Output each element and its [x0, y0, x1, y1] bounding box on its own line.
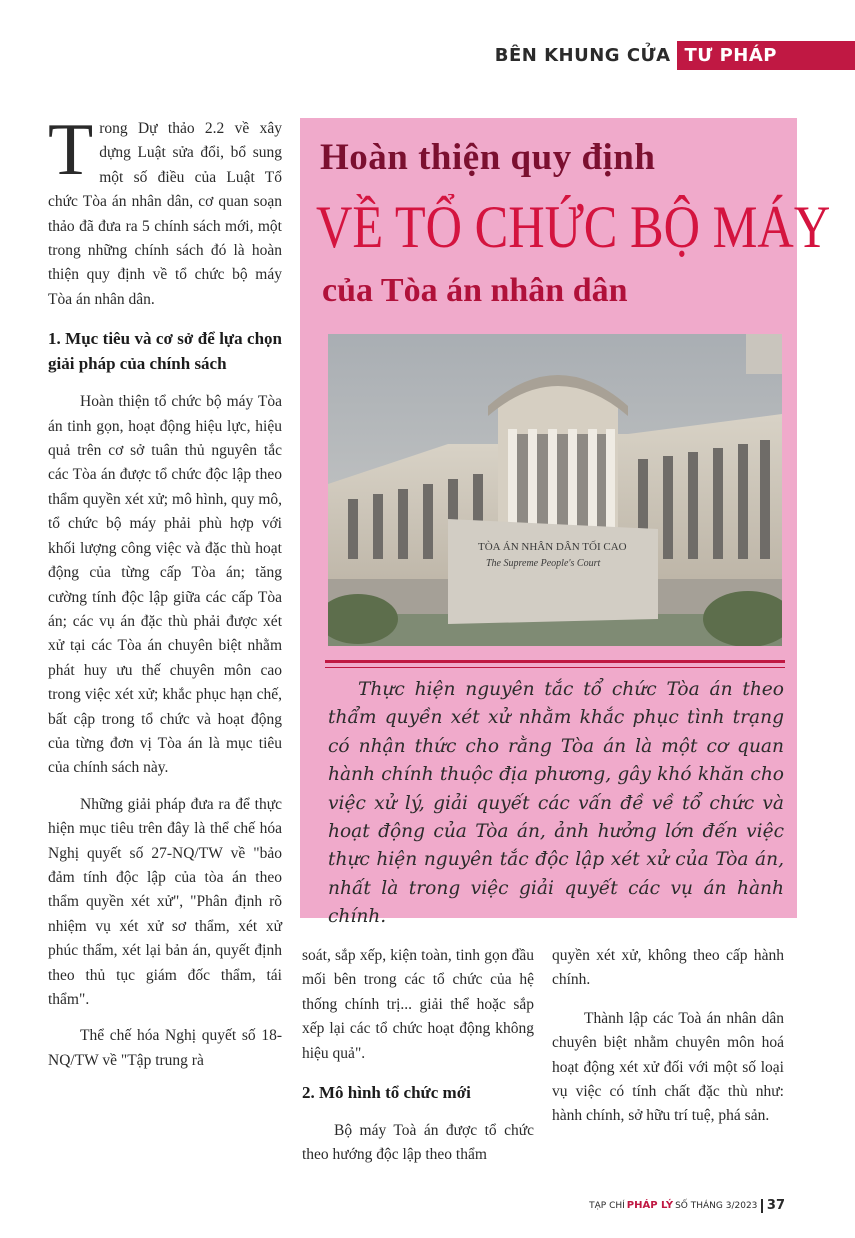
body-paragraph: Thể chế hóa Nghị quyết số 18-NQ/TW về "Tập trung rà: [48, 1027, 282, 1069]
footer-issue: SỐ THÁNG 3/2023: [675, 1200, 758, 1211]
body-paragraph: Hoàn thiện tổ chức bộ máy Tòa án tinh gọn, hoạt động hiệu lực, hiệu quả trên cơ sở tuân thủ nguyên tắc các Tòa án được tổ chức độc lập theo thẩm quyền xét xử; mô hình, quy mô, tổ chức bộ máy phải phù hợp với khối lượng công việc và đặc thù hoạt động của từng cấp Tòa án; tăng cường tính độc lập giữa các cấp Tòa án; các vụ án đặc thù phải được xét xử tại các Tòa án chuyên biệt nhằm phát huy ưu thế chuyên môn cao trong việc xét xử; khắc phục hạn chế, bất cập trong tổ chức và hoạt động của từng đơn vị Tòa án là mục tiêu của chính sách này.: [48, 393, 282, 777]
divider-rule: [325, 667, 785, 668]
sign-text-english: The Supreme People's Court: [486, 558, 601, 569]
footer-prefix: TẠP CHÍ: [589, 1200, 625, 1211]
divider-rule: [325, 660, 785, 663]
page-number: 37: [766, 1198, 785, 1213]
body-paragraph: quyền xét xử, không theo cấp hành chính.: [552, 947, 784, 989]
drop-cap: T: [48, 109, 94, 191]
intro-text: rong Dự thảo 2.2 về xây dựng Luật sửa đổi, bổ sung một số điều của Luật Tổ chức Tòa án nhân dân, cơ quan soạn thảo đã đưa ra 5 chính sách mới, một trong những chính sách đó là hoàn thiện quy định về tổ chức bộ máy Tòa án nhân dân.: [48, 120, 282, 308]
section-header-part2: TƯ PHÁP: [677, 41, 855, 70]
heading-section-2: 2. Mô hình tổ chức mới: [302, 1083, 471, 1103]
column-3: [552, 944, 784, 1129]
column-2: [302, 944, 534, 1168]
heading-section-1: 1. Mục tiêu và cơ sở để lựa chọn giải pháp của chính sách: [48, 329, 282, 374]
title-line-3: của Tòa án nhân dân: [322, 272, 628, 309]
footer-magazine: PHÁP LÝ: [626, 1200, 674, 1211]
body-paragraph: Những giải pháp đưa ra để thực hiện mục tiêu trên đây là thể chế hóa Nghị quyết số 27-NQ/TW về "bảo đảm tính độc lập của tòa án theo thẩm quyền xét xử", "Phân định rõ nhiệm vụ xét xử sơ thẩm, xét xử phúc thẩm, xét lại bản án, quyết định theo thủ tục giám đốc thẩm, tái thẩm".: [48, 795, 282, 1008]
body-paragraph: soát, sắp xếp, kiện toàn, tinh gọn đầu mối bên trong các tổ chức của hệ thống chính trị... giải thể hoặc sắp xếp lại các tổ chức hoạt động không hiệu quả".: [302, 947, 534, 1062]
footer-divider: [761, 1199, 763, 1213]
section-header: [495, 40, 855, 70]
page-footer: [589, 1198, 785, 1213]
court-building-photo: [328, 334, 782, 646]
title-line-2: VỀ TỔ CHỨC BỘ MÁY: [316, 194, 831, 260]
body-paragraph: Bộ máy Toà án được tổ chức theo hướng độc lập theo thẩm: [302, 1122, 534, 1164]
column-1: [48, 109, 282, 1073]
body-paragraph: Thành lập các Toà án nhân dân chuyên biệt nhằm chuyên môn hoá hoạt động xét xử đối với một số loại vụ việc có tính chất đặc thù như: hành chính, sở hữu trí tuệ, phá sản.: [552, 1009, 784, 1125]
section-header-part1: BÊN KHUNG CỬA: [494, 44, 671, 66]
court-building-illustration: [328, 334, 782, 646]
intro-paragraph: [48, 109, 282, 312]
sign-text-vietnamese: TÒA ÁN NHÂN DÂN TỐI CAO: [478, 541, 627, 553]
title-line-1: Hoàn thiện quy định: [320, 137, 656, 178]
pull-quote: Thực hiện nguyên tắc tổ chức Tòa án theo thẩm quyền xét xử nhằm khắc phục tình trạng có nhận thức cho rằng Tòa án là một cơ quan hành chính thuộc địa phương, gây khó khăn cho việc xử lý, giải quyết các vấn đề về tổ chức và hoạt động của Tòa án, ảnh hưởng lớn đến việc thực hiện nguyên tắc độc lập xét xử của Tòa án, nhất là trong việc giải quyết các vụ án hành chính.: [328, 679, 784, 928]
